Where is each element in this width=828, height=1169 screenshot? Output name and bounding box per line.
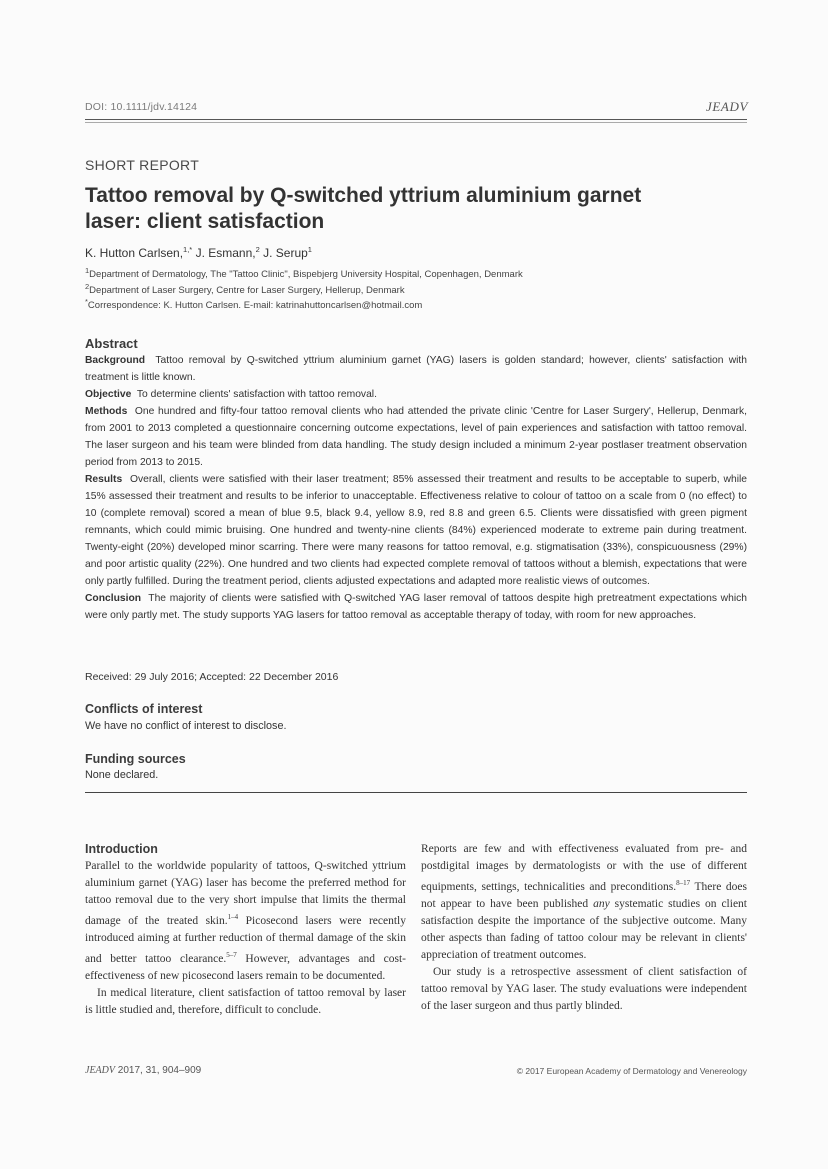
citation: 5–7 — [226, 950, 237, 959]
author-name: J. Esmann, — [192, 246, 256, 260]
affiliation-text: Department of Laser Surgery, Centre for Laser Surgery, Hellerup, Denmark — [89, 285, 405, 297]
received-dates: Received: 29 July 2016; Accepted: 22 December 2016 — [85, 671, 339, 683]
funding-heading: Funding sources — [85, 752, 186, 766]
abstract-conclusion — [85, 590, 747, 624]
footer-citation — [85, 1065, 201, 1076]
author-name: J. Serup — [259, 246, 308, 260]
author-name: K. Hutton Carlsen, — [85, 246, 184, 260]
text-run: However, advantages and cost-effectiveness of new picosecond lasers remain to be documented. — [85, 952, 407, 982]
authors — [85, 245, 312, 260]
introduction-heading: Introduction — [85, 842, 158, 856]
abstract-label: Background — [85, 355, 146, 366]
section-label: SHORT REPORT — [85, 157, 200, 173]
abstract-methods — [85, 403, 747, 471]
conflicts-heading: Conflicts of interest — [85, 702, 203, 716]
abstract-label: Conclusion — [85, 593, 142, 604]
text-run: Picosecond lasers were recently introduced aiming at further reduction of thermal damage of the skin and better tattoo clearance. — [85, 914, 406, 965]
text-run: systematic studies on client satisfaction despite the importance of the subjective outcome. Many other aspects than fading of tattoo colour may be relevant in clients' appreciation of treatment outcomes. — [421, 897, 747, 961]
intro-right-column — [421, 841, 747, 1015]
doi: DOI: 10.1111/jdv.14124 — [85, 101, 198, 113]
affiliation — [85, 282, 405, 296]
abstract-text: Tattoo removal by Q-switched yttrium aluminium garnet (YAG) lasers is golden standard; however, clients' satisfaction with treatment is little known. — [85, 355, 748, 383]
abstract-background — [85, 352, 747, 386]
affiliation-sup: * — [85, 297, 88, 306]
intro-paragraph-2: In medical literature, client satisfaction of tattoo removal by laser is little studied and, therefore, difficult to conclude. — [85, 986, 406, 1016]
abstract-body — [85, 352, 747, 624]
emphasis: any — [593, 897, 610, 910]
abstract-heading: Abstract — [85, 336, 138, 351]
intro-paragraph-3 — [421, 841, 747, 964]
footer-volume: 2017, 31, 904–909 — [115, 1065, 202, 1076]
section-rule — [85, 792, 747, 793]
citation: 8–17 — [676, 879, 691, 887]
abstract-text: To determine clients' satisfaction with tattoo removal. — [136, 389, 377, 400]
footer-copyright: © 2017 European Academy of Dermatology and Venereology — [516, 1066, 747, 1076]
intro-left-column — [85, 858, 406, 1019]
author-sup: 1,* — [183, 245, 193, 254]
correspondence-text: Correspondence: K. Hutton Carlsen. E-mail: katrinahuttoncarlsen@hotmail.com — [87, 300, 423, 312]
header-rule — [85, 119, 747, 120]
text-run: Parallel to the worldwide popularity of tattoos, Q-switched yttrium aluminium garnet (YAG) laser has become the preferred method for tattoo removal due to the very short impulse that limits the thermal damage of the treated skin. — [85, 860, 406, 927]
abstract-text: One hundred and fifty-four tattoo removal clients who had attended the private clinic 'Centre for Laser Surgery', Hellerup, Denmark, from 2001 to 2013 completed a questionnaire concerning outcome expectations, level of pain experiences and satisfaction with tattoo removal. The laser surgeon and his team were blinded from data handling. The study design included a minimum 2-year postlaser treatment observation period from 2013 to 2015. — [85, 406, 747, 468]
author-sup: 1 — [307, 245, 312, 254]
conflicts-text: We have no conflict of interest to disclose. — [85, 720, 287, 732]
abstract-results — [85, 471, 747, 590]
abstract-text: The majority of clients were satisfied with Q-switched YAG laser removal of tattoos despite high pretreatment expectations which were only partly met. The study supports YAG lasers for tattoo removal as acceptable therapy of today, with room for new approaches. — [85, 593, 747, 621]
text-run: There does not appear to have been published — [421, 880, 747, 910]
correspondence — [85, 297, 422, 311]
abstract-label: Results — [85, 474, 123, 485]
affiliation-sup: 1 — [85, 266, 90, 275]
affiliation-sup: 2 — [85, 282, 90, 291]
author-sup: 2 — [255, 245, 260, 254]
affiliation — [85, 266, 523, 280]
article-title: Tattoo removal by Q-switched yttrium aluminium garnet laser: client satisfaction — [85, 184, 642, 233]
affiliation-text: Department of Dermatology, The "Tattoo Clinic", Bispebjerg University Hospital, Copenhagen, Denmark — [89, 269, 523, 281]
footer-journal: JEADV — [85, 1065, 115, 1076]
citation: 1–4 — [227, 913, 239, 921]
funding-text: None declared. — [85, 769, 159, 781]
abstract-text: Overall, clients were satisfied with their laser treatment; 85% assessed their treatment and results to be acceptable to superb, while 15% assessed their treatment and results to be inferior to unacceptable. Effectiveness relative to colour of tattoo on a scale from 0 (no effect) to 10 (complete removal) scored a mean of blue 9.5, black 9.4, yellow 8.9, red 8.8 and green 6.5. Clients were dissatisfied with green pigment remnants, which could mimic bruising. One hundred and twenty-nine clients (84%) experienced moderate to extreme pain during treatment. Twenty-eight (20%) developed minor scarring. There were many reasons for tattoo removal, e.g. stigmatisation (33%), conspicuousness (29%) and poor artistic quality (22%). One hundred and two clients had expected complete removal of tattoos without a blemish, expectations that were only partly fulfilled. During the treatment period, clients adjusted expectations and adapted more realistic views of outcomes. — [85, 474, 747, 587]
text-run: Reports are few and with effectiveness evaluated from pre- and postdigital images by dermatologists or with the use of different equipments, settings, technicalities and preconditions. — [421, 843, 747, 893]
journal-name: JEADV — [706, 99, 748, 114]
intro-paragraph-4: Our study is a retrospective assessment of client satisfaction of tattoo removal by YAG laser. The study evaluations were independent of the laser surgeon and thus partly blinded. — [421, 965, 747, 1012]
intro-paragraph-1 — [85, 858, 406, 985]
abstract-label: Objective — [85, 389, 132, 400]
abstract-objective — [85, 386, 747, 403]
abstract-label: Methods — [85, 406, 128, 417]
header-rule-thin — [85, 122, 747, 123]
